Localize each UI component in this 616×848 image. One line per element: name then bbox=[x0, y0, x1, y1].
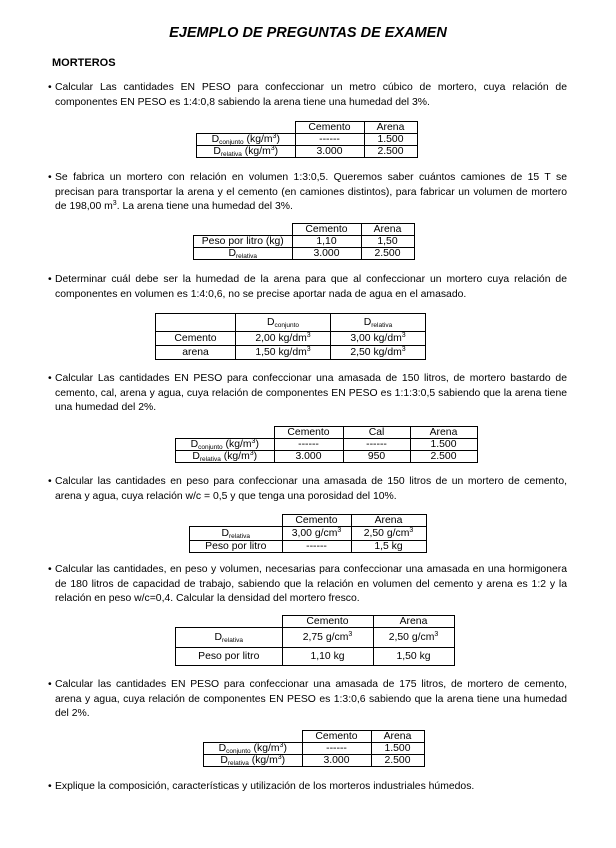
bullet-icon: • bbox=[48, 564, 52, 575]
table-cell: 1,50 $kg/dm^3$ bbox=[236, 346, 331, 360]
table-header-row bbox=[156, 314, 426, 332]
table-cell: ------ bbox=[343, 439, 410, 451]
row-label: Peso por litro bbox=[190, 541, 283, 553]
table-header-row bbox=[176, 616, 455, 628]
header-cell: Cemento bbox=[282, 515, 351, 527]
table-cell: 2,75 $g/cm^3$ bbox=[282, 628, 373, 648]
bullet-icon: • bbox=[48, 476, 52, 487]
bullet-icon: • bbox=[48, 373, 52, 384]
row-label: $D_{conjunto}$ $(kg/m^3)$ bbox=[204, 743, 303, 755]
data-table-1 bbox=[196, 121, 418, 158]
table-cell: 1.500 bbox=[371, 743, 424, 755]
table-header-row bbox=[197, 122, 418, 134]
header-cell: $D_{conjunto}$ bbox=[236, 314, 331, 332]
table-header-row bbox=[194, 224, 415, 236]
table-header-row bbox=[204, 731, 425, 743]
table-cell: 1,10 kg bbox=[282, 648, 373, 666]
question-text: Explique la composición, características y utilización de los morteros industriales húmedos. bbox=[55, 781, 475, 792]
section-heading: MORTEROS bbox=[52, 57, 116, 69]
question-text: Calcular las cantidades en peso para confeccionar una amasada de 150 litros de un mortero de cemento, arena y agua, cuya relación w/c = 0,5 y que tenga una porosidad del 10%. bbox=[55, 476, 567, 502]
table-row bbox=[197, 134, 418, 146]
table-cell: 2.500 bbox=[361, 248, 414, 260]
table-cell: 1,10 bbox=[292, 236, 361, 248]
bullet-icon: • bbox=[48, 274, 52, 285]
question-4 bbox=[48, 372, 567, 416]
table-header-row bbox=[190, 515, 427, 527]
table-row bbox=[194, 236, 415, 248]
table-row bbox=[156, 346, 426, 360]
header-cell: Cemento bbox=[282, 616, 373, 628]
table-row bbox=[176, 439, 478, 451]
question-8 bbox=[48, 780, 567, 795]
question-2: • Se fabrica un mortero con relación en volumen 1:3:0,5. Queremos saber cuántos camiones de 15 T se precisan para transportar la arena y el cemento (en camiones distintos), para fabricar un volumen de mortero de 198,00 $m^3$. La arena tiene una humedad del 3%. bbox=[48, 172, 567, 213]
table-row bbox=[176, 648, 455, 666]
header-cell: Arena bbox=[373, 616, 454, 628]
table-cell: 2,50 $kg/dm^3$ bbox=[331, 346, 426, 360]
table-cell: ------ bbox=[302, 743, 371, 755]
table-cell: 950 bbox=[343, 451, 410, 463]
row-label: arena bbox=[156, 346, 236, 360]
question-6 bbox=[48, 563, 567, 607]
table-cell: 1,50 bbox=[361, 236, 414, 248]
data-table-4 bbox=[175, 426, 478, 463]
question-text: Calcular las cantidades EN PESO para confeccionar una amasada de 175 litros, de mortero de cemento, arena y agua, cuya relación de componentes EN PESO es 1:3:0,6 sabiendo que la arena tiene una humedad del 2%. bbox=[55, 679, 567, 720]
header-cell: Arena bbox=[351, 515, 426, 527]
table-cell: 2.500 bbox=[364, 146, 417, 158]
header-cell: Arena bbox=[371, 731, 424, 743]
table-cell: ------ bbox=[282, 541, 351, 553]
row-label: $D_{relativa}$ $(kg/m^3)$ bbox=[197, 146, 296, 158]
question-text: Calcular Las cantidades EN PESO para confeccionar un metro cúbico de mortero, cuya relación de componentes EN PESO es 1:4:0,8 sabiendo la arena tiene una humedad del 3%. bbox=[55, 82, 567, 108]
table-cell: 1.500 bbox=[364, 134, 417, 146]
table-cell: 3.000 bbox=[274, 451, 343, 463]
table-cell: 2,50 $g/cm^3$ bbox=[351, 527, 426, 541]
table-cell: ------ bbox=[274, 439, 343, 451]
header-cell: Cemento bbox=[292, 224, 361, 236]
bullet-icon: • bbox=[48, 781, 52, 792]
table-cell: 2.500 bbox=[371, 755, 424, 767]
header-cell: $D_{relativa}$ bbox=[331, 314, 426, 332]
table-cell: 1,50 kg bbox=[373, 648, 454, 666]
table-row bbox=[176, 451, 478, 463]
data-table-2 bbox=[193, 223, 415, 260]
table-cell: 1.500 bbox=[410, 439, 477, 451]
question-text: Calcular las cantidades, en peso y volumen, necesarias para confeccionar una amasada en una hormigonera de 180 litros de capacidad de trabajo, sabiendo que la relación en volumen del cemento y arena es 1:2 y la relación en peso w/c=0,4. Calcular la densidad del mortero fresco. bbox=[55, 564, 567, 605]
bullet-icon: • bbox=[48, 172, 52, 183]
table-row bbox=[176, 628, 455, 648]
table-row bbox=[156, 332, 426, 346]
table-cell: 3.000 bbox=[292, 248, 361, 260]
question-text: Calcular Las cantidades EN PESO para confeccionar una amasada de 150 litros, de mortero bastardo de cemento, cal, arena y agua, cuya relación de componentes EN PESO es 1:1:3:0,5 sabiendo que la arena tiene una humedad del 2%. bbox=[55, 373, 567, 414]
table-row bbox=[204, 743, 425, 755]
data-table-6 bbox=[175, 615, 455, 666]
header-cell: Cemento bbox=[295, 122, 364, 134]
table-cell: 2.500 bbox=[410, 451, 477, 463]
row-label: $D_{conjunto}$ $(kg/m^3)$ bbox=[176, 439, 275, 451]
data-table-7 bbox=[203, 730, 425, 767]
question-text: Determinar cuál debe ser la humedad de la arena para que al confeccionar un mortero cuya relación de componentes en volumen es 1:4:0,6, no se precise aportar nada de agua en el amasado. bbox=[55, 274, 567, 300]
data-table-3 bbox=[155, 313, 426, 360]
table-cell: ------ bbox=[295, 134, 364, 146]
question-text: Se fabrica un mortero con relación en volumen 1:3:0,5. Queremos saber cuántos camiones de 15 T se precisan para transportar la arena y el cemento (en camiones distintos), para fabricar un volumen de mortero de 198,00 m bbox=[55, 172, 567, 213]
row-label: $D_{relativa}$ bbox=[194, 248, 293, 260]
question-3 bbox=[48, 273, 567, 302]
table-cell: 2,50 $g/cm^3$ bbox=[373, 628, 454, 648]
header-cell: Cemento bbox=[302, 731, 371, 743]
table-row bbox=[190, 527, 427, 541]
table-cell: 3.000 bbox=[295, 146, 364, 158]
header-cell: Arena bbox=[410, 427, 477, 439]
header-cell: Cemento bbox=[274, 427, 343, 439]
question-7 bbox=[48, 678, 567, 722]
table-cell: 3,00 $kg/dm^3$ bbox=[331, 332, 426, 346]
question-5 bbox=[48, 475, 567, 504]
header-cell: Arena bbox=[364, 122, 417, 134]
page-title: EJEMPLO DE PREGUNTAS DE EXAMEN bbox=[169, 25, 447, 41]
table-row bbox=[190, 541, 427, 553]
row-label: Cemento bbox=[156, 332, 236, 346]
table-cell: 1,5 kg bbox=[351, 541, 426, 553]
table-cell: 3.000 bbox=[302, 755, 371, 767]
table-row bbox=[204, 755, 425, 767]
table-cell: 2,00 $kg/dm^3$ bbox=[236, 332, 331, 346]
table-header-row bbox=[176, 427, 478, 439]
row-label: Peso por litro (kg) bbox=[194, 236, 293, 248]
data-table-5 bbox=[189, 514, 427, 553]
header-cell: Arena bbox=[361, 224, 414, 236]
bullet-icon: • bbox=[48, 82, 52, 93]
header-cell: Cal bbox=[343, 427, 410, 439]
row-label: $D_{relativa}$ bbox=[176, 628, 283, 648]
row-label: Peso por litro bbox=[176, 648, 283, 666]
row-label: $D_{relativa}$ bbox=[190, 527, 283, 541]
row-label: $D_{relativa}$ $(kg/m^3)$ bbox=[176, 451, 275, 463]
question-1 bbox=[48, 81, 567, 110]
table-row bbox=[194, 248, 415, 260]
row-label: $D_{relativa}$ $(kg/m^3)$ bbox=[204, 755, 303, 767]
row-label: $D_{conjunto}$ $(kg/m^3)$ bbox=[197, 134, 296, 146]
table-cell: 3,00 $g/cm^3$ bbox=[282, 527, 351, 541]
bullet-icon: • bbox=[48, 679, 52, 690]
table-row bbox=[197, 146, 418, 158]
